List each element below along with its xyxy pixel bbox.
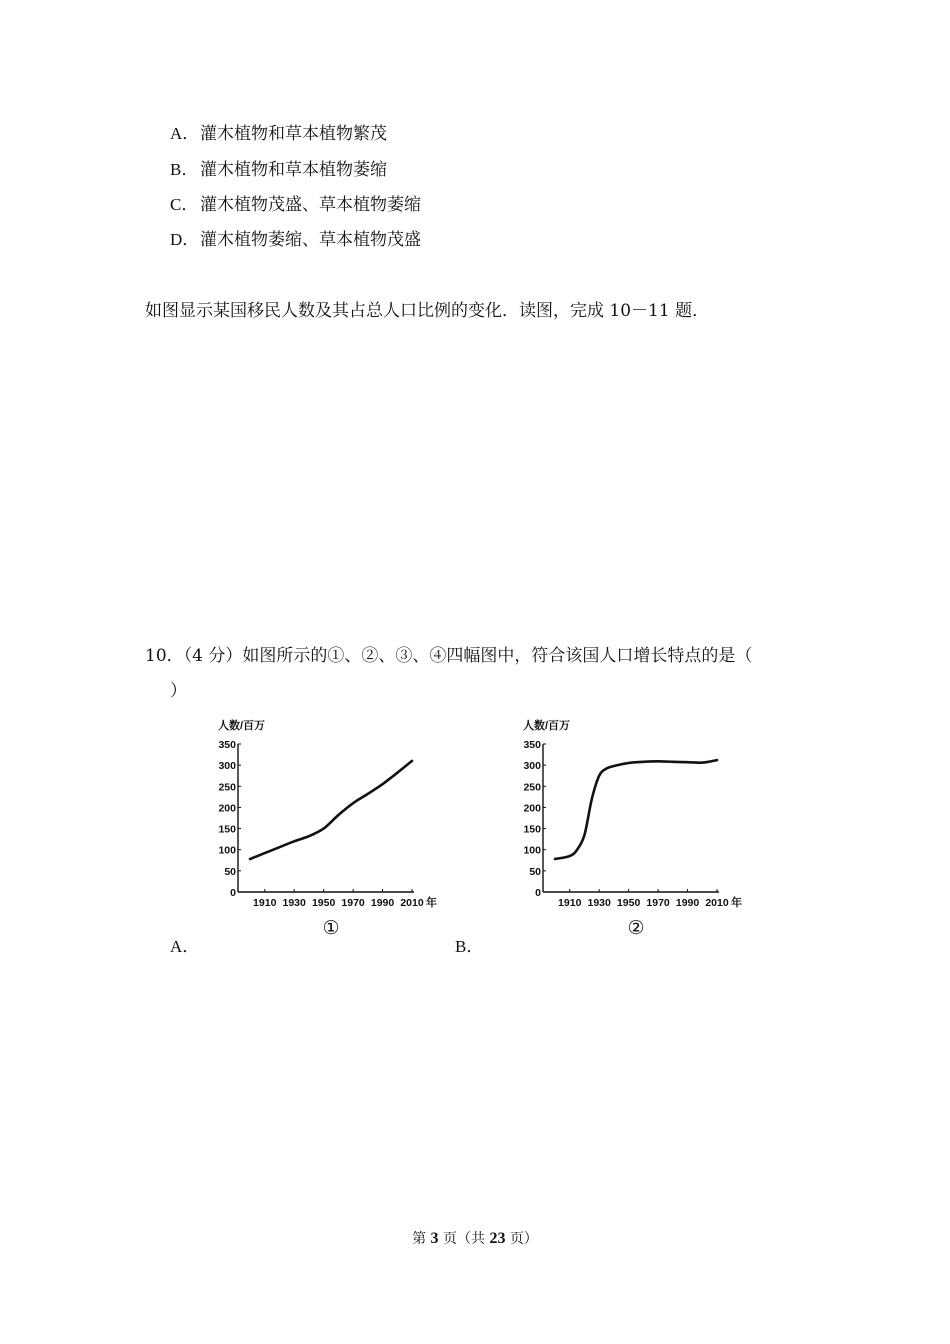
page-footer (0, 1228, 950, 1248)
chart-1-ytick-label: 0 (535, 887, 541, 899)
chart-0-xtick-label: 1990 (370, 897, 395, 909)
chart-0-xtick-label: 2010 (400, 897, 424, 909)
chart-0-ylabel: 人数/百万 (218, 720, 266, 732)
chart-1-ytick-label: 150 (523, 823, 541, 836)
question-line-2: ） (170, 681, 187, 701)
option-c-prev (170, 194, 421, 216)
chart-0-ytick-label: 100 (218, 844, 236, 857)
question-line-1 (145, 645, 752, 667)
chart-1-xlabel: 年 (731, 897, 742, 909)
option-letter: A． (170, 124, 200, 143)
chart-1-ytick-label: 300 (523, 760, 541, 773)
option-letter: B． (170, 160, 199, 179)
option-a-prev (170, 123, 387, 145)
chart-1-ytick-label: 100 (523, 844, 541, 857)
footer-mid: 页（共 (438, 1231, 490, 1247)
option-text: 灌木植物和草本植物繁茂 (200, 124, 387, 144)
chart-0-ytick-label: 50 (224, 865, 236, 878)
option-text: 灌木植物和草本植物萎缩 (200, 160, 387, 180)
chart-1-caption: ② (627, 917, 645, 939)
footer-pre: 第 (412, 1231, 431, 1247)
footer-page-number: 3 (430, 1230, 439, 1247)
option-letter: C． (170, 195, 199, 214)
chart-1-ylabel: 人数/百万 (523, 720, 571, 732)
chart-1-xtick-label: 1950 (616, 897, 641, 909)
chart-0-xlabel: 年 (426, 897, 437, 909)
chart-0-xtick-label: 1930 (282, 897, 306, 909)
chart-0-ytick-label: 150 (218, 823, 236, 836)
chart-1-ytick-label: 350 (523, 739, 541, 751)
chart-1-ytick-label: 200 (523, 802, 541, 815)
chart-1-series-line (555, 760, 717, 859)
chart-1-xtick-label: 1930 (587, 897, 611, 909)
chart-0-series-line (250, 761, 412, 859)
footer-post: 页） (505, 1231, 538, 1247)
chart-1-xtick-label: 1990 (675, 897, 700, 909)
chart-0-ytick-label: 300 (218, 760, 236, 773)
option-text: 灌木植物萎缩、草本植物茂盛 (200, 230, 421, 250)
question-number: 10． (145, 646, 184, 666)
option-text: 灌木植物茂盛、草本植物萎缩 (200, 195, 421, 215)
chart-1-ytick-label: 250 (523, 781, 541, 794)
answer-label-b: B． (455, 937, 484, 956)
chart-option-b (505, 712, 765, 944)
chart-0-ytick-label: 0 (230, 887, 236, 899)
chart-0-ytick-label: 250 (218, 781, 236, 794)
chart-1-xtick-label: 1910 (558, 897, 582, 909)
chart-1-xtick-label: 1970 (646, 897, 670, 909)
option-d-prev (170, 229, 421, 251)
chart-0-ytick-label: 200 (218, 802, 236, 815)
footer-total-pages: 23 (489, 1230, 506, 1247)
chart-0-xtick-label: 1950 (311, 897, 336, 909)
answer-label-a: A． (170, 937, 200, 956)
chart-1-xtick-label: 2010 (705, 897, 729, 909)
chart-0-xtick-label: 1970 (341, 897, 365, 909)
option-b-prev (170, 159, 387, 181)
chart-0-caption: ① (322, 917, 340, 939)
question-text: （4 分）如图所示的①、②、③、④四幅图中，符合该国人口增长特点的是（ (183, 646, 753, 666)
chart-0-xtick-label: 1910 (253, 897, 277, 909)
chart-1-ytick-label: 50 (529, 865, 541, 878)
chart-0-ytick-label: 350 (218, 739, 236, 751)
intro-paragraph: 如图显示某国移民人数及其占总人口比例的变化．读图，完成 10－11 题． (145, 301, 710, 321)
option-letter: D． (170, 230, 200, 249)
chart-option-a (200, 712, 460, 944)
